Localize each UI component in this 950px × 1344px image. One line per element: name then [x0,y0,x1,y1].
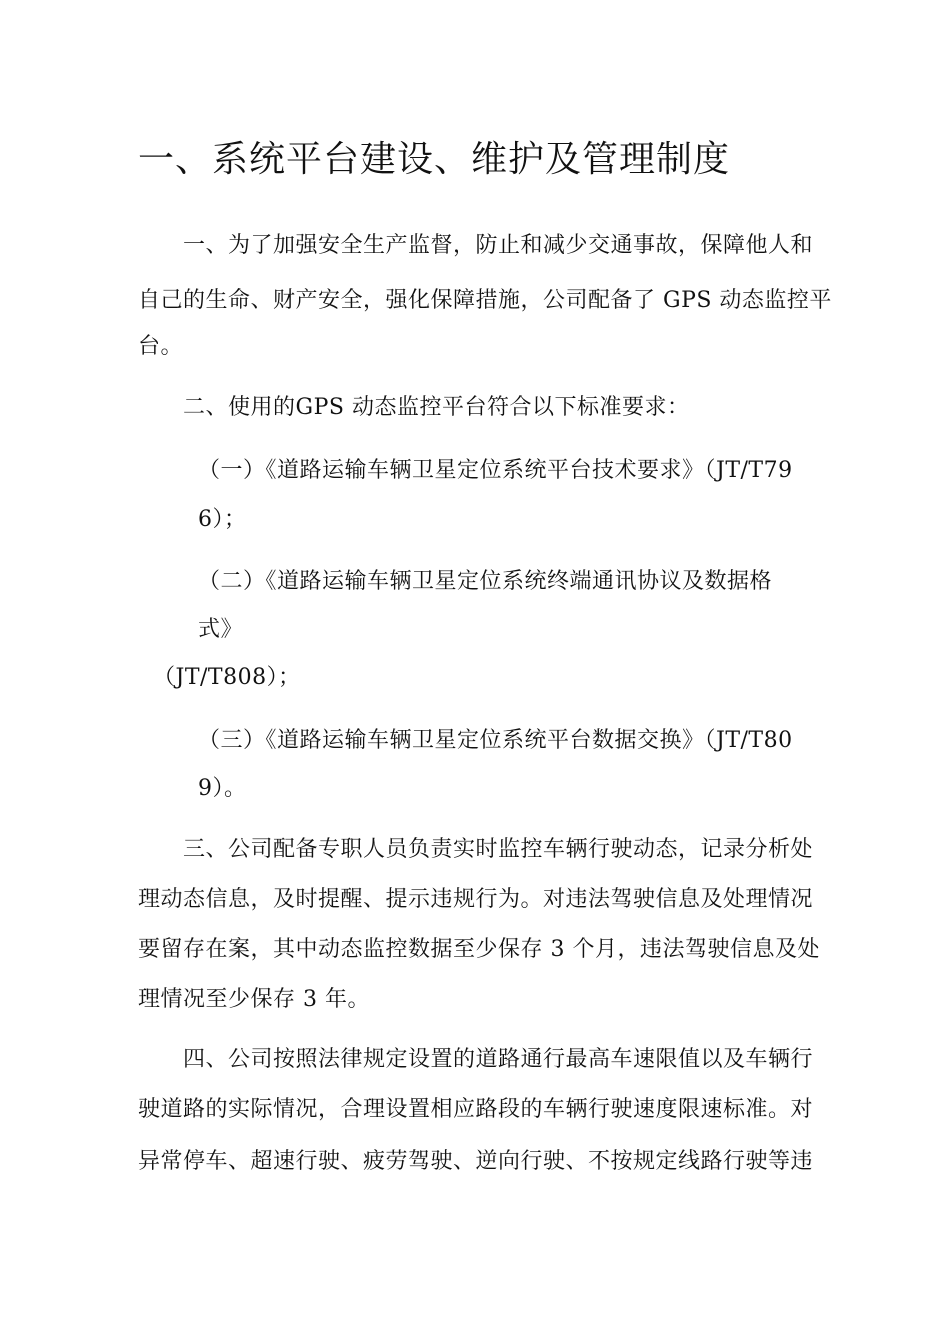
paragraph-7-line-1: 四、公司按照法律规定设置的道路通行最高车速限值以及车辆行 [183,1047,814,1072]
paragraph-4-line-3: （JT/T808）； [153,665,301,690]
paragraph-6-line-3: 要留存在案，其中动态监控数据至少保存 3 个月，违法驾驶信息及处 [138,937,820,962]
paragraph-6-line-1: 三、公司配备专职人员负责实时监控车辆行驶动态，记录分析处 [183,837,814,862]
paragraph-3-line-1: （一）《道路运输车辆卫星定位系统平台技术要求》（JT/T79 [198,458,793,483]
paragraph-6-line-4: 理情况至少保存 3 年。 [138,987,370,1012]
paragraph-5-line-2: 9）。 [198,776,247,801]
paragraph-7-line-2: 驶道路的实际情况，合理设置相应路段的车辆行驶速度限速标准。对 [138,1097,814,1122]
paragraph-5-line-1: （三）《道路运输车辆卫星定位系统平台数据交换》（JT/T80 [198,728,793,753]
paragraph-3-line-2: 6）； [198,507,247,532]
paragraph-1-line-1: 一、为了加强安全生产监督，防止和减少交通事故，保障他人和 [183,233,814,258]
paragraph-4-line-1: （二）《道路运输车辆卫星定位系统终端通讯协议及数据格 [198,569,773,594]
paragraph-1-line-2: 自己的生命、财产安全，强化保障措施，公司配备了 GPS 动态监控平 [138,288,832,313]
paragraph-4-line-2: 式》 [198,617,244,642]
paragraph-7-line-3: 异常停车、超速行驶、疲劳驾驶、逆向行驶、不按规定线路行驶等违 [138,1149,814,1174]
paragraph-1-line-3: 台。 [138,334,184,359]
document-title: 一、系统平台建设、维护及管理制度 [138,139,731,180]
paragraph-6-line-2: 理动态信息，及时提醒、提示违规行为。对违法驾驶信息及处理情况 [138,887,814,912]
paragraph-2-line-1: 二、使用的GPS 动态监控平台符合以下标准要求： [183,395,690,420]
